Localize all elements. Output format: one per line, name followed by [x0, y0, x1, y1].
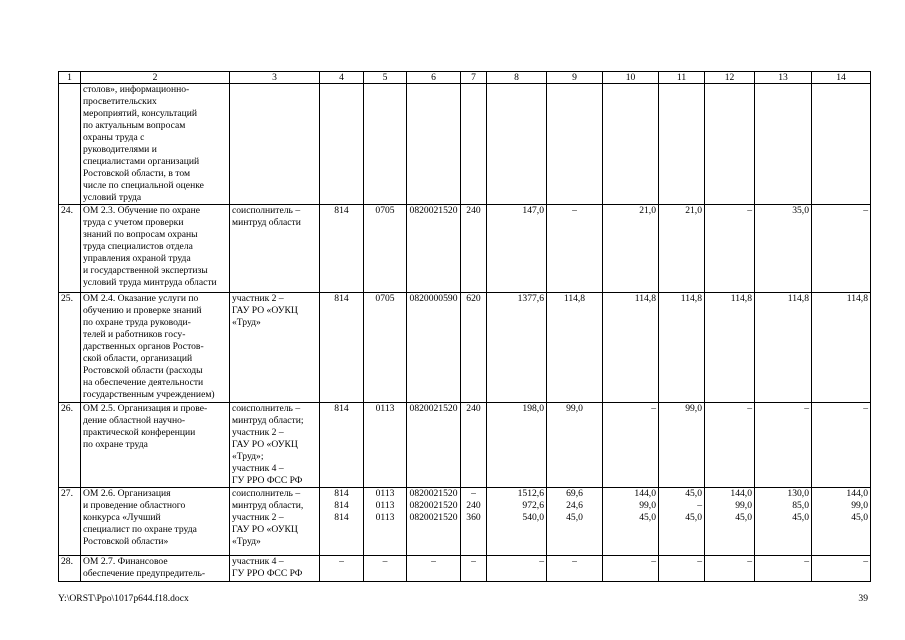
year-2019: 69,6 24,6 45,0	[547, 488, 603, 556]
header-cell: 11	[659, 72, 705, 84]
header-cell: 9	[547, 72, 603, 84]
target-code: 0820021520 0820021520 0820021520	[407, 488, 461, 556]
measure-name: ОМ 2.7. Финансовое обеспечение предупредитель-	[81, 556, 230, 582]
row-number: 24.	[59, 205, 81, 293]
header-cell: 6	[407, 72, 461, 84]
header-cell: 7	[461, 72, 487, 84]
header-cell: 10	[603, 72, 659, 84]
page-number: 39	[858, 593, 868, 604]
target-code: 0820021520	[407, 403, 461, 488]
year-2022	[705, 84, 755, 205]
expense-type: 240	[461, 403, 487, 488]
expense-type: 240	[461, 205, 487, 293]
budget-table	[58, 71, 871, 582]
year-2019: 114,8	[547, 293, 603, 403]
target-code: 0820021520	[407, 205, 461, 293]
table-row	[59, 556, 871, 582]
year-2022: –	[705, 556, 755, 582]
expense-type: –	[461, 556, 487, 582]
header-cell: 14	[812, 72, 871, 84]
total-amount: 147,0	[487, 205, 547, 293]
measure-name: столов», информационно- просветительских мероприятий, консультаций по актуальным вопросам охраны труда с руководителями и специалистами организаций Ростовской области, в том числе по специальной оценке условий труда	[81, 84, 230, 205]
table-row	[59, 488, 871, 556]
measure-name: ОМ 2.5. Организация и прове- дение областной научно- практической конференции по охране труда	[81, 403, 230, 488]
table-row	[59, 205, 871, 293]
section-code: 0705	[364, 205, 407, 293]
executor: соисполнитель – минтруд области, участник 2 – ГАУ РО «ОУКЦ «Труд»	[230, 488, 320, 556]
gov-code: 814	[320, 205, 364, 293]
section-code: 0113	[364, 403, 407, 488]
year-2023: –	[755, 403, 812, 488]
header-cell: 4	[320, 72, 364, 84]
table-row	[59, 293, 871, 403]
year-2024: –	[812, 556, 871, 582]
row-number: 26.	[59, 403, 81, 488]
year-2023: –	[755, 556, 812, 582]
total-amount: 1377,6	[487, 293, 547, 403]
file-path: Y:\ORST\Ppo\1017p644.f18.docx	[58, 593, 189, 604]
year-2023	[755, 84, 812, 205]
executor	[230, 84, 320, 205]
header-cell: 2	[81, 72, 230, 84]
gov-code: 814	[320, 293, 364, 403]
year-2020: 21,0	[603, 205, 659, 293]
expense-type	[461, 84, 487, 205]
gov-code	[320, 84, 364, 205]
year-2021: 99,0	[659, 403, 705, 488]
table-body	[59, 84, 871, 582]
row-number	[59, 84, 81, 205]
year-2021: 45,0 – 45,0	[659, 488, 705, 556]
row-number: 28.	[59, 556, 81, 582]
header-cell: 8	[487, 72, 547, 84]
year-2024	[812, 84, 871, 205]
table-row	[59, 84, 871, 205]
total-amount: 198,0	[487, 403, 547, 488]
header-cell: 1	[59, 72, 81, 84]
measure-name: ОМ 2.3. Обучение по охране труда с учетом проверки знаний по вопросам охраны труда специалистов отдела управления охраной труда и государственной экспертизы условий труда минтруда области	[81, 205, 230, 293]
section-code: 0705	[364, 293, 407, 403]
year-2019: –	[547, 205, 603, 293]
header-cell: 13	[755, 72, 812, 84]
executor: соисполнитель – минтруд области	[230, 205, 320, 293]
year-2021: 21,0	[659, 205, 705, 293]
row-number: 25.	[59, 293, 81, 403]
section-code: –	[364, 556, 407, 582]
executor: участник 4 – ГУ РРО ФСС РФ	[230, 556, 320, 582]
header-cell: 12	[705, 72, 755, 84]
year-2021: 114,8	[659, 293, 705, 403]
executor: соисполнитель – минтруд области; участник 2 – ГАУ РО «ОУКЦ «Труд»; участник 4 – ГУ РРО ФСС РФ	[230, 403, 320, 488]
column-number-header	[59, 72, 871, 84]
year-2024: 114,8	[812, 293, 871, 403]
gov-code: 814	[320, 403, 364, 488]
executor: участник 2 – ГАУ РО «ОУКЦ «Труд»	[230, 293, 320, 403]
header-cell: 3	[230, 72, 320, 84]
year-2023: 35,0	[755, 205, 812, 293]
year-2022: –	[705, 403, 755, 488]
year-2020: –	[603, 403, 659, 488]
year-2024: –	[812, 403, 871, 488]
gov-code: –	[320, 556, 364, 582]
year-2019	[547, 84, 603, 205]
year-2019: 99,0	[547, 403, 603, 488]
expense-type: 620	[461, 293, 487, 403]
total-amount: 1512,6 972,6 540,0	[487, 488, 547, 556]
measure-name: ОМ 2.4. Оказание услуги по обучению и проверке знаний по охране труда руководи- телей и работников госу- дарственных органов Ростов- ской области, организаций Ростовской области (расходы на обеспечение деятельности государственным учреждением)	[81, 293, 230, 403]
section-code: 0113 0113 0113	[364, 488, 407, 556]
year-2020: –	[603, 556, 659, 582]
year-2021: –	[659, 556, 705, 582]
year-2022: 144,0 99,0 45,0	[705, 488, 755, 556]
table-row	[59, 403, 871, 488]
expense-type: – 240 360	[461, 488, 487, 556]
target-code	[407, 84, 461, 205]
year-2021	[659, 84, 705, 205]
target-code: 0820000590	[407, 293, 461, 403]
total-amount: –	[487, 556, 547, 582]
year-2023: 114,8	[755, 293, 812, 403]
section-code	[364, 84, 407, 205]
measure-name: ОМ 2.6. Организация и проведение областного конкурса «Лучший специалист по охране труда Ростовской области»	[81, 488, 230, 556]
gov-code: 814 814 814	[320, 488, 364, 556]
row-number: 27.	[59, 488, 81, 556]
total-amount	[487, 84, 547, 205]
year-2024: –	[812, 205, 871, 293]
year-2020: 144,0 99,0 45,0	[603, 488, 659, 556]
year-2023: 130,0 85,0 45,0	[755, 488, 812, 556]
header-cell: 5	[364, 72, 407, 84]
year-2020: 114,8	[603, 293, 659, 403]
year-2022: –	[705, 205, 755, 293]
year-2024: 144,0 99,0 45,0	[812, 488, 871, 556]
year-2020	[603, 84, 659, 205]
target-code: –	[407, 556, 461, 582]
year-2019: –	[547, 556, 603, 582]
year-2022: 114,8	[705, 293, 755, 403]
